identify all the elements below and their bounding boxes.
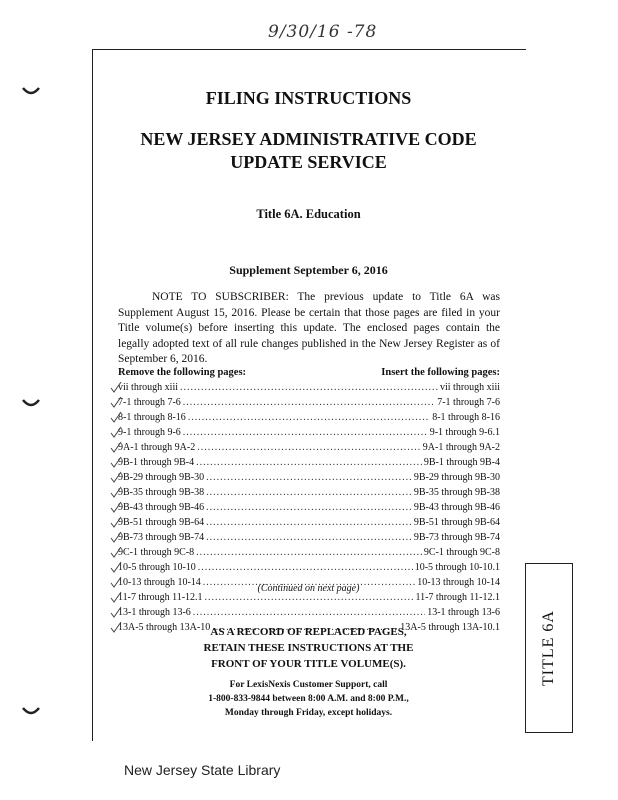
leader-dots bbox=[183, 427, 428, 438]
leader-dots bbox=[197, 442, 421, 453]
check-mark-icon bbox=[110, 425, 122, 440]
insert-pages: 10-5 through 10-10.1 bbox=[414, 562, 500, 573]
insert-pages: 11-7 through 11-12.1 bbox=[415, 592, 500, 603]
leader-dots bbox=[198, 562, 413, 573]
binder-hole-top bbox=[22, 86, 40, 96]
side-tab-label: TITLE 6A bbox=[540, 610, 557, 686]
page-list bbox=[118, 380, 500, 635]
remove-pages: 9B-29 through 9B-30 bbox=[118, 472, 205, 483]
insert-pages: 8-1 through 8-16 bbox=[432, 412, 500, 423]
subscriber-note bbox=[118, 290, 500, 368]
table-row bbox=[118, 395, 500, 410]
remove-pages: 8-1 through 8-16 bbox=[118, 412, 186, 423]
supplement-date: Supplement September 6, 2016 bbox=[229, 263, 388, 277]
check-mark-icon bbox=[110, 380, 122, 395]
table-row bbox=[118, 560, 500, 575]
remove-pages: 9B-51 through 9B-64 bbox=[118, 517, 205, 528]
record-instructions bbox=[92, 624, 525, 672]
page-list-headers bbox=[118, 367, 500, 378]
remove-pages: 7-1 through 7-6 bbox=[118, 397, 181, 408]
insert-pages: 13-1 through 13-6 bbox=[427, 607, 500, 618]
page-title: FILING INSTRUCTIONS bbox=[205, 88, 412, 108]
insert-pages: 10-13 through 10-14 bbox=[417, 577, 500, 588]
check-mark-icon bbox=[110, 530, 122, 545]
table-row bbox=[118, 545, 500, 560]
table-row bbox=[118, 605, 500, 620]
check-mark-icon bbox=[110, 470, 122, 485]
table-row bbox=[118, 425, 500, 440]
subtitle-line-1: NEW JERSEY ADMINISTRATIVE CODE bbox=[140, 129, 477, 149]
insert-pages: 7-1 through 7-6 bbox=[437, 397, 500, 408]
leader-dots bbox=[206, 532, 412, 543]
table-row bbox=[118, 530, 500, 545]
support-line-3: Monday through Friday, except holidays. bbox=[224, 708, 393, 718]
insert-pages: 9A-1 through 9A-2 bbox=[422, 442, 500, 453]
check-mark-icon bbox=[110, 560, 122, 575]
support-line-2: 1-800-833-9844 between 8:00 A.M. and 8:00 P.M., bbox=[208, 694, 409, 704]
check-mark-icon bbox=[110, 410, 122, 425]
table-row bbox=[118, 470, 500, 485]
record-line-2: RETAIN THESE INSTRUCTIONS AT THE bbox=[203, 642, 414, 654]
library-stamp: New Jersey State Library bbox=[124, 762, 281, 778]
leader-dots bbox=[193, 607, 425, 618]
table-row bbox=[118, 500, 500, 515]
remove-pages: 9B-73 through 9B-74 bbox=[118, 532, 205, 543]
check-mark-icon bbox=[110, 455, 122, 470]
remove-pages: 10-5 through 10-10 bbox=[118, 562, 196, 573]
insert-pages: 9B-51 through 9B-64 bbox=[413, 517, 500, 528]
insert-pages: 9B-1 through 9B-4 bbox=[423, 457, 500, 468]
leader-dots bbox=[180, 382, 438, 393]
check-mark-icon bbox=[110, 515, 122, 530]
insert-pages: 13A-5 through 13A-10.1 bbox=[400, 622, 500, 633]
handwritten-date: 9/30/16 -78 bbox=[268, 22, 378, 42]
remove-pages: 11-7 through 11-12.1 bbox=[118, 592, 203, 603]
check-mark-icon bbox=[110, 395, 122, 410]
check-mark-icon bbox=[110, 440, 122, 455]
continued-note: (Continued on next page) bbox=[257, 583, 360, 594]
customer-support bbox=[92, 678, 525, 720]
insert-pages: 9B-43 through 9B-46 bbox=[413, 502, 500, 513]
record-line-1: AS A RECORD OF REPLACED PAGES, bbox=[210, 626, 407, 638]
table-row bbox=[118, 440, 500, 455]
remove-pages: 9B-35 through 9B-38 bbox=[118, 487, 205, 498]
remove-header: Remove the following pages: bbox=[118, 367, 247, 378]
check-mark-icon bbox=[110, 500, 122, 515]
leader-dots bbox=[206, 472, 412, 483]
remove-pages: 9B-1 through 9B-4 bbox=[118, 457, 195, 468]
table-row bbox=[118, 380, 500, 395]
table-row bbox=[118, 485, 500, 500]
record-line-3: FRONT OF YOUR TITLE VOLUME(S). bbox=[211, 658, 406, 670]
insert-pages: vii through xiii bbox=[440, 382, 500, 393]
remove-pages: 9B-43 through 9B-46 bbox=[118, 502, 205, 513]
check-mark-icon bbox=[110, 485, 122, 500]
insert-header: Insert the following pages: bbox=[381, 367, 500, 378]
leader-dots bbox=[206, 517, 412, 528]
leader-dots bbox=[196, 547, 422, 558]
leader-dots bbox=[196, 457, 422, 468]
remove-pages: 10-13 through 10-14 bbox=[118, 577, 201, 588]
table-row bbox=[118, 515, 500, 530]
binder-hole-bottom bbox=[22, 706, 40, 716]
check-mark-icon bbox=[110, 605, 122, 620]
table-row bbox=[118, 455, 500, 470]
remove-pages: 9A-1 through 9A-2 bbox=[118, 442, 196, 453]
remove-pages: 9C-1 through 9C-8 bbox=[118, 547, 195, 558]
binder-hole-middle bbox=[22, 398, 40, 408]
page-subtitle bbox=[92, 128, 525, 174]
subtitle-line-2: UPDATE SERVICE bbox=[230, 152, 387, 172]
insert-pages: 9C-1 through 9C-8 bbox=[423, 547, 500, 558]
volume-title: Title 6A. Education bbox=[256, 207, 361, 221]
table-row bbox=[118, 410, 500, 425]
insert-pages: 9B-35 through 9B-38 bbox=[413, 487, 500, 498]
subscriber-note-text: NOTE TO SUBSCRIBER: The previous update to Title 6A was Supplement August 15, 2016. Please be certain that those pages are filed in your Title volume(s) before inserting this update. The enclosed pages contain the legally adopted text of all rule changes published in the New Jersey Register as of September 6, 2016. bbox=[118, 291, 500, 365]
insert-pages: 9-1 through 9-6.1 bbox=[429, 427, 500, 438]
remove-pages: vii through xiii bbox=[118, 382, 178, 393]
support-line-1: For LexisNexis Customer Support, call bbox=[229, 680, 388, 690]
leader-dots bbox=[206, 487, 412, 498]
leader-dots bbox=[188, 412, 430, 423]
title-side-tab bbox=[525, 563, 573, 733]
insert-pages: 9B-29 through 9B-30 bbox=[413, 472, 500, 483]
remove-pages: 13-1 through 13-6 bbox=[118, 607, 191, 618]
insert-pages: 9B-73 through 9B-74 bbox=[413, 532, 500, 543]
check-mark-icon bbox=[110, 545, 122, 560]
remove-pages: 13A-5 through 13A-10 bbox=[118, 622, 211, 633]
leader-dots bbox=[183, 397, 435, 408]
leader-dots bbox=[206, 502, 412, 513]
remove-pages: 9-1 through 9-6 bbox=[118, 427, 181, 438]
